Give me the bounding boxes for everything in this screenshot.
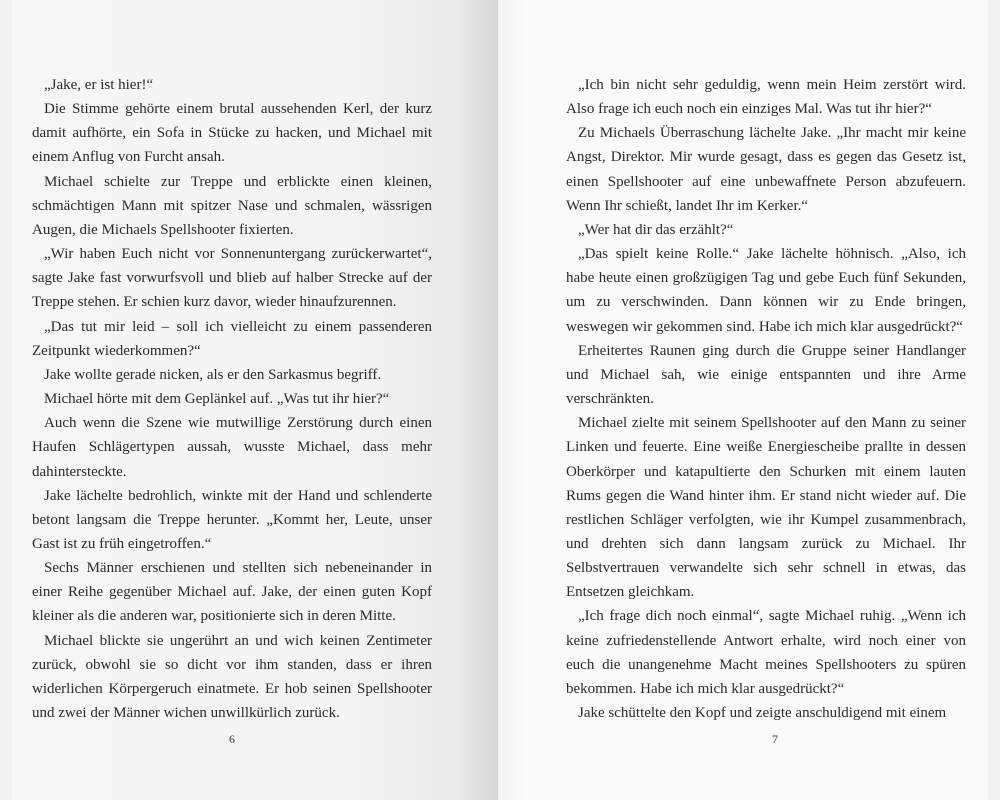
paragraph: „Ich frage dich noch einmal“, sagte Michael ruhig. „Wenn ich keine zufriedenstellende Antwort erhalte, wird noch einer von euch die unangenehme Macht meines Spellshooters zu spüren bekommen. Habe ich mich klar ausgedrückt?“ [566, 608, 966, 697]
page-number: 6 [229, 732, 235, 746]
paragraph: Jake lächelte bedrohlich, winkte mit der Hand und schlenderte betont langsam die Treppe herunter. „Kommt her, Leute, unser Gast ist zu früh eingetroffen.“ [32, 487, 432, 552]
paragraph: „Jake, er ist hier!“ [44, 77, 154, 93]
page-number: 7 [772, 732, 778, 746]
paragraph: Zu Michaels Überraschung lächelte Jake. „Ihr macht mir keine Angst, Direktor. Mir wurde gesagt, dass es gegen das Gesetz ist, einen Spellshooter auf eine unbewaffnete Person abzufeuern. Wenn Ihr schießt, landet Ihr im Kerker.“ [566, 125, 966, 214]
paragraph: Michael blickte sie ungerührt an und wich keinen Zentimeter zurück, obwohl sie so dicht vor ihm standen, dass er ihren widerlichen Körpergeruch einatmete. Er hob seinen Spellshooter und zwei der Männer wichen unwillkürlich zurück. [32, 632, 432, 722]
paragraph: Michael hörte mit dem Geplänkel auf. „Was tut ihr hier?“ [44, 391, 390, 408]
paragraph: Erheitertes Raunen ging durch die Gruppe seiner Handlanger und Michael sah, wie einige entspannten und ihre Arme verschränkten. [566, 342, 966, 408]
right-page [498, 0, 988, 800]
paragraph: „Wer hat dir das erzählt?“ [578, 221, 734, 238]
paragraph: „Wir haben Euch nicht vor Sonnenuntergang zurückerwartet“, sagte Jake fast vorwurfsvoll und blieb auf halber Strecke auf der Treppe stehen. Er schien kurz davor, wieder hinaufzurennen. [32, 246, 432, 311]
paragraph: Sechs Männer erschienen und stellten sich nebeneinander in einer Reihe gegenüber Michael auf. Jake, der einen guten Kopf kleiner als die anderen war, positionierte sich in deren Mitte. [32, 560, 432, 625]
paragraph: Michael schielte zur Treppe und erblickte einen kleinen, schmächtigen Mann mit spitzer Nase und schmalen, wässrigen Augen, die Michaels Spellshooter fixierten. [32, 173, 432, 238]
paragraph: Auch wenn die Szene wie mutwillige Zerstörung durch einen Haufen Schlägertypen aussah, wusste Michael, dass mehr dahintersteckte. [32, 415, 432, 480]
paragraph: „Das spielt keine Rolle.“ Jake lächelte höhnisch. „Also, ich habe heute einen großzügigen Tag und gebe Euch fünf Sekunden, um zu verschwinden. Dann können wir zu Ende bringen, weswegen wir gekommen sind. Habe ich mich klar ausgedrückt?“ [566, 246, 966, 335]
paragraph: Michael zielte mit seinem Spellshooter auf den Mann zu seiner Linken und feuerte. Eine weiße Energiescheibe prallte in dessen Oberkörper und katapultierte den Schurken mit einem lauten Rums gegen die Wand hinter ihm. Er stand nicht wieder auf. Die restlichen Schläger verfolgten, wie ihr Kumpel zusammenbrach, und drehten sich dann langsam zurück zu Michael. Ihr Selbstvertrauen verwandelte sich sehr schnell in etwas, das Entsetzen gleichkam. [566, 415, 966, 601]
left-page-text [32, 73, 432, 725]
paragraph: Die Stimme gehörte einem brutal aussehenden Kerl, der kurz damit aufhörte, ein Sofa in Stücke zu hacken, und Michael mit einem Anflug von Furcht ansah. [32, 101, 432, 166]
left-page [12, 0, 498, 800]
paragraph: „Das tut mir leid – soll ich vielleicht zu einem passenderen Zeitpunkt wiederkommen?“ [32, 318, 432, 359]
right-page-text [566, 73, 966, 725]
paragraph: „Ich bin nicht sehr geduldig, wenn mein Heim zerstört wird. Also frage ich euch noch ein einziges Mal. Was tut ihr hier?“ [566, 77, 966, 118]
paragraph: Jake wollte gerade nicken, als er den Sarkasmus begriff. [44, 366, 382, 383]
paragraph: Jake schüttelte den Kopf und zeigte anschuldigend mit einem [578, 705, 947, 722]
